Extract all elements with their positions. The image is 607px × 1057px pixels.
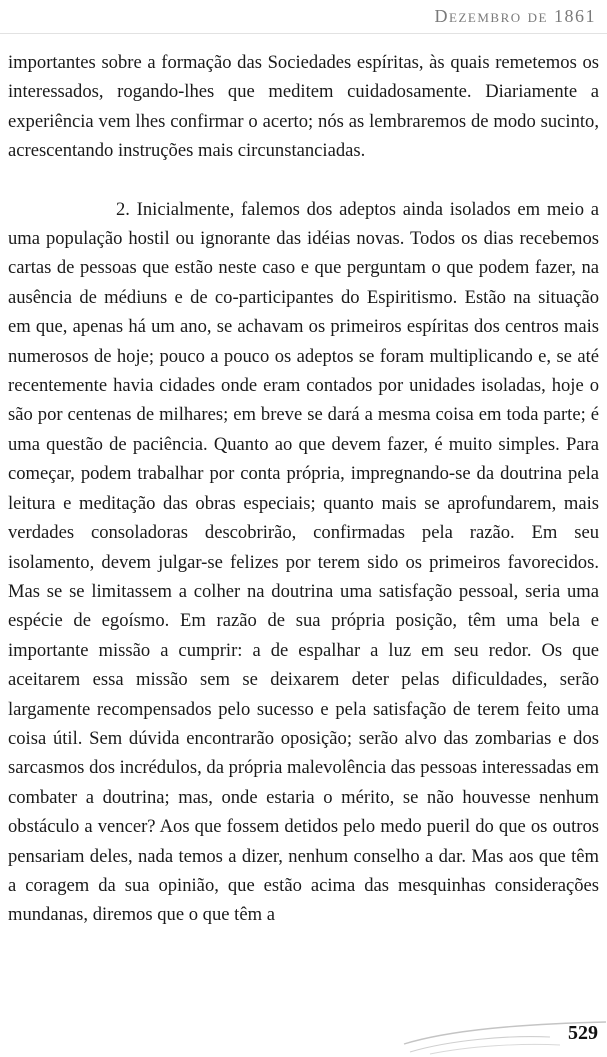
page-number: 529 <box>568 1022 598 1044</box>
body-text <box>8 48 599 930</box>
paragraph-continuation: importantes sobre a formação das Sociedades espíritas, às quais remetemos os interessados, rogando-lhes que meditem cuidadosamente. Diariamente a experiência vem lhes confirmar o acerto; nós as lembraremos de modo sucinto, acrescentando instruções mais circunstanciadas. <box>8 52 599 162</box>
running-header-title: Dezembro de 1861 <box>434 6 596 26</box>
paragraph-section-2: 2. Inicialmente, falemos dos adeptos ainda isolados em meio a uma população hostil ou ignorante das idéias novas. Todos os dias recebemos cartas de pessoas que estão neste caso e que perguntam o que podem fazer, na ausência de médiuns e de co-participantes do Espiritismo. Estão na situação em que, apenas há um ano, se achavam os primeiros espíritas dos centros mais numerosos de hoje; pouco a pouco os adeptos se foram multiplicando e, se até recentemente havia cidades onde eram contados por unidades isoladas, hoje o são por centenas de milhares; em breve se dará a mesma coisa em toda parte; é uma questão de paciência. Quanto ao que devem fazer, é muito simples. Para começar, podem trabalhar por conta própria, impregnando-se da doutrina pela leitura e meditação das obras especiais; quanto mais se aprofundarem, mais verdades consoladoras descobrirão, confirmadas pela razão. Em seu isolamento, devem julgar-se felizes por terem sido os primeiros favorecidos. Mas se se limitassem a colher na doutrina uma satisfação pessoal, seria uma espécie de egoísmo. Em razão de sua própria posição, têm uma bela e importante missão a cumprir: a de espalhar a luz em seu redor. Os que aceitarem essa missão sem se deixarem deter pelas dificuldades, serão largamente recompensados pelo sucesso e pela satisfação de terem feito uma coisa útil. Sem dúvida encontrarão oposição; serão alvo das zombarias e dos sarcasmos dos incrédulos, da própria malevolência das pessoas interessadas em combater a doutrina; mas, onde estaria o mérito, se não houvesse nenhum obstáculo a vencer? Aos que fossem detidos pelo medo pueril do que os outros pensariam deles, nada temos a dizer, nenhum conselho a dar. Mas aos que têm a coragem da sua opinião, que estão acima das mesquinhas considerações mundanas, diremos que o que têm a <box>8 198 599 926</box>
header-rule <box>0 33 607 34</box>
